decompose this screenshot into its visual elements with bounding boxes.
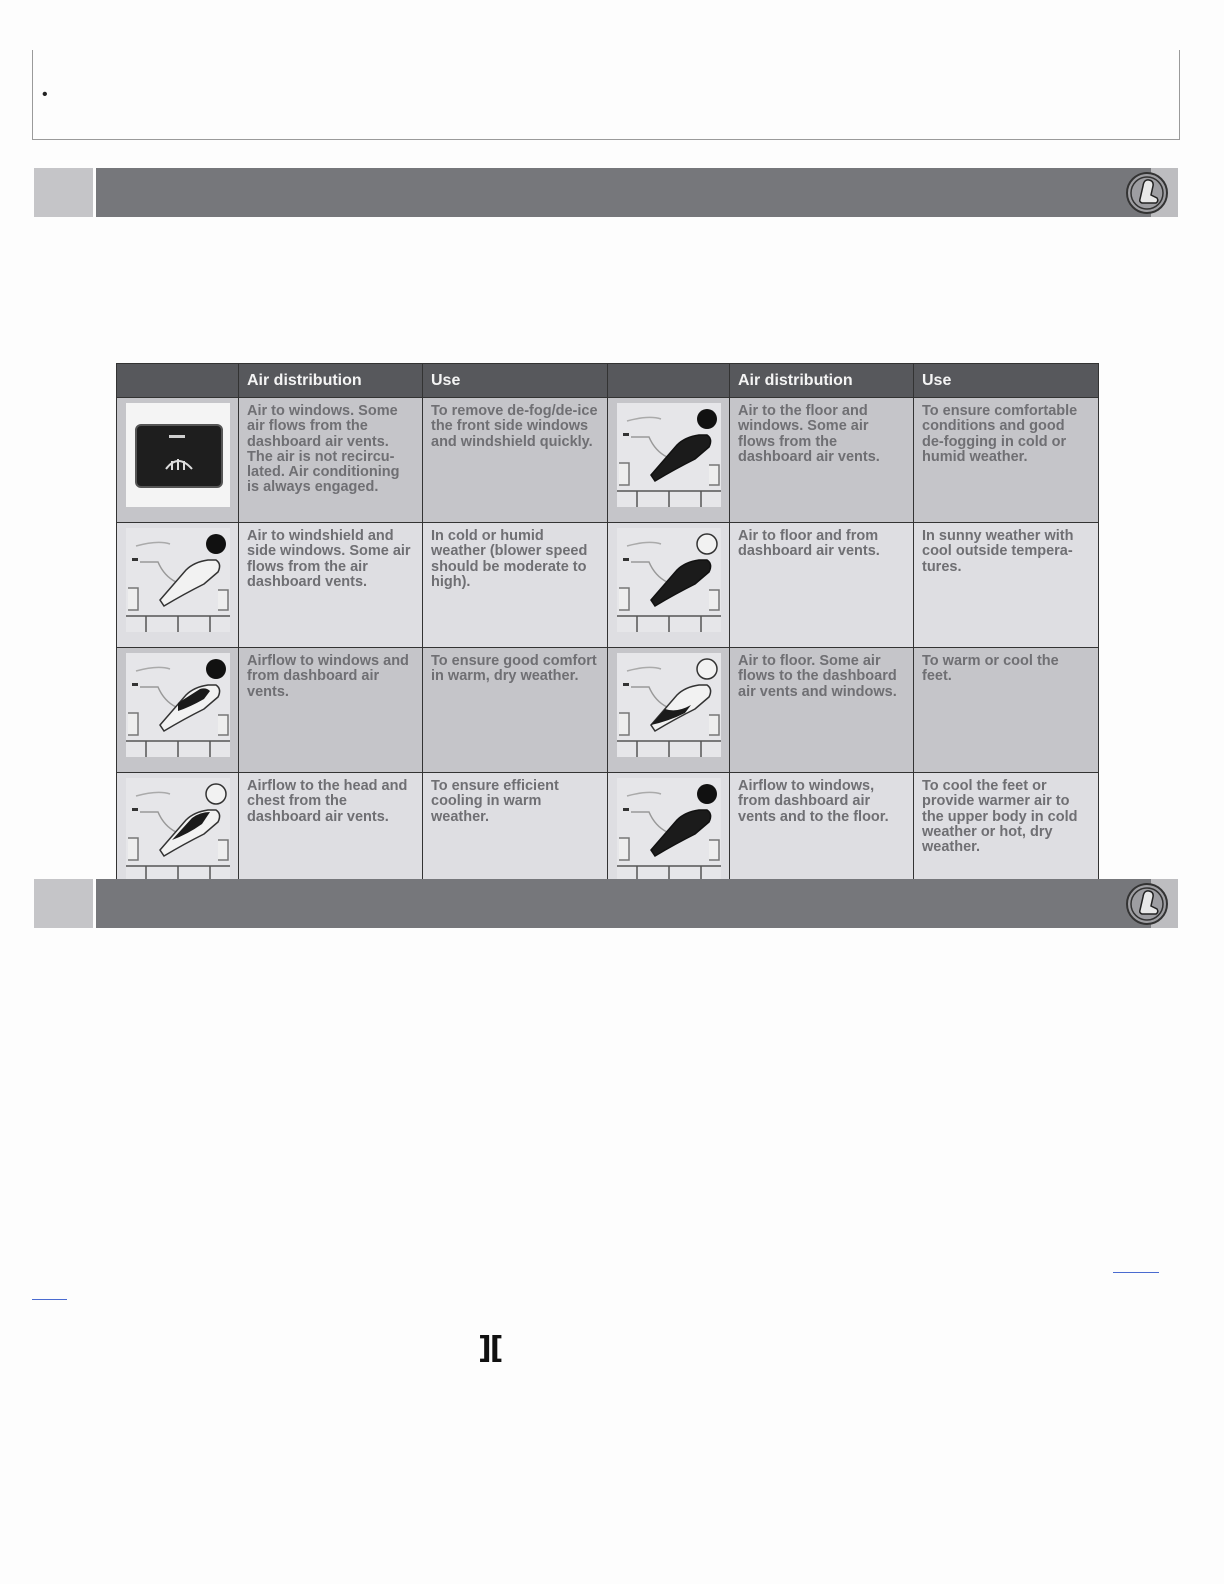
use-text: To ensure efficient cooling in warm weather.: [423, 773, 608, 898]
use-text: To ensure good comfort in warm, dry weather.: [423, 648, 608, 773]
seat-icon: [1125, 171, 1169, 215]
seat-airflow-all-icon: [617, 778, 721, 882]
column-header-air-distribution: Air distribution: [730, 364, 914, 398]
seat-airflow-floor-dashboard-icon: [617, 528, 721, 632]
column-header-icon: [117, 364, 239, 398]
seat-airflow-floor-windows-icon: [617, 403, 721, 507]
air-distribution-text: Airflow to windows and from dashboard air vents.: [239, 648, 423, 773]
air-distribution-text: Airflow to the head and chest from the dashboard air vents.: [239, 773, 423, 898]
column-header-icon: [608, 364, 730, 398]
seat-airflow-floor-icon: [617, 653, 721, 757]
page-link-underline[interactable]: [32, 1299, 67, 1300]
air-distribution-text: Air to floor. Some air flows to the dashboard air vents and windows.: [730, 648, 914, 773]
air-distribution-text: Air to windshield and side windows. Some air flows from the air dashboard vents.: [239, 523, 423, 648]
use-text: In sunny weather with cool outside tempera-tures.: [914, 523, 1099, 648]
use-text: To cool the feet or provide warmer air to the upper body in cold weather or hot, dry weather.: [914, 773, 1099, 898]
air-distribution-text: Air to floor and from dashboard air vents.: [730, 523, 914, 648]
table-row: [117, 648, 1099, 773]
use-text: To remove de-fog/de-ice the front side windows and windshield quickly.: [423, 398, 608, 523]
seat-icon: [1125, 882, 1169, 926]
use-text: To ensure comfortable conditions and good de-fogging in cold or humid weather.: [914, 398, 1099, 523]
table-row: [117, 398, 1099, 523]
column-header-use: Use: [914, 364, 1099, 398]
seat-airflow-windows-dashboard-icon: [126, 653, 230, 757]
page-mark: ][: [478, 1331, 502, 1366]
note-box: [32, 50, 1180, 140]
section-header-bar: [34, 168, 1178, 217]
section-header-bar: [34, 879, 1178, 928]
air-distribution-text: Air to the floor and windows. Some air flows from the dashboard air vents.: [730, 398, 914, 523]
column-header-air-distribution: Air distribution: [239, 364, 423, 398]
use-text: To warm or cool the feet.: [914, 648, 1099, 773]
air-distribution-table: [116, 363, 1099, 898]
table-row: [117, 523, 1099, 648]
table-header-row: [117, 364, 1099, 398]
page-link-underline[interactable]: [1113, 1272, 1159, 1273]
seat-airflow-windshield-icon: [126, 528, 230, 632]
seat-airflow-head-chest-icon: [126, 778, 230, 882]
note-bullet: •: [42, 86, 48, 103]
defroster-button-icon: [126, 403, 230, 507]
use-text: In cold or humid weather (blower speed should be moderate to high).: [423, 523, 608, 648]
air-distribution-text: Airflow to windows, from dashboard air vents and to the floor.: [730, 773, 914, 898]
air-distribution-text: Air to windows. Some air flows from the dashboard air vents. The air is not recircu-lated. Air conditioning is always engaged.: [239, 398, 423, 523]
column-header-use: Use: [423, 364, 608, 398]
